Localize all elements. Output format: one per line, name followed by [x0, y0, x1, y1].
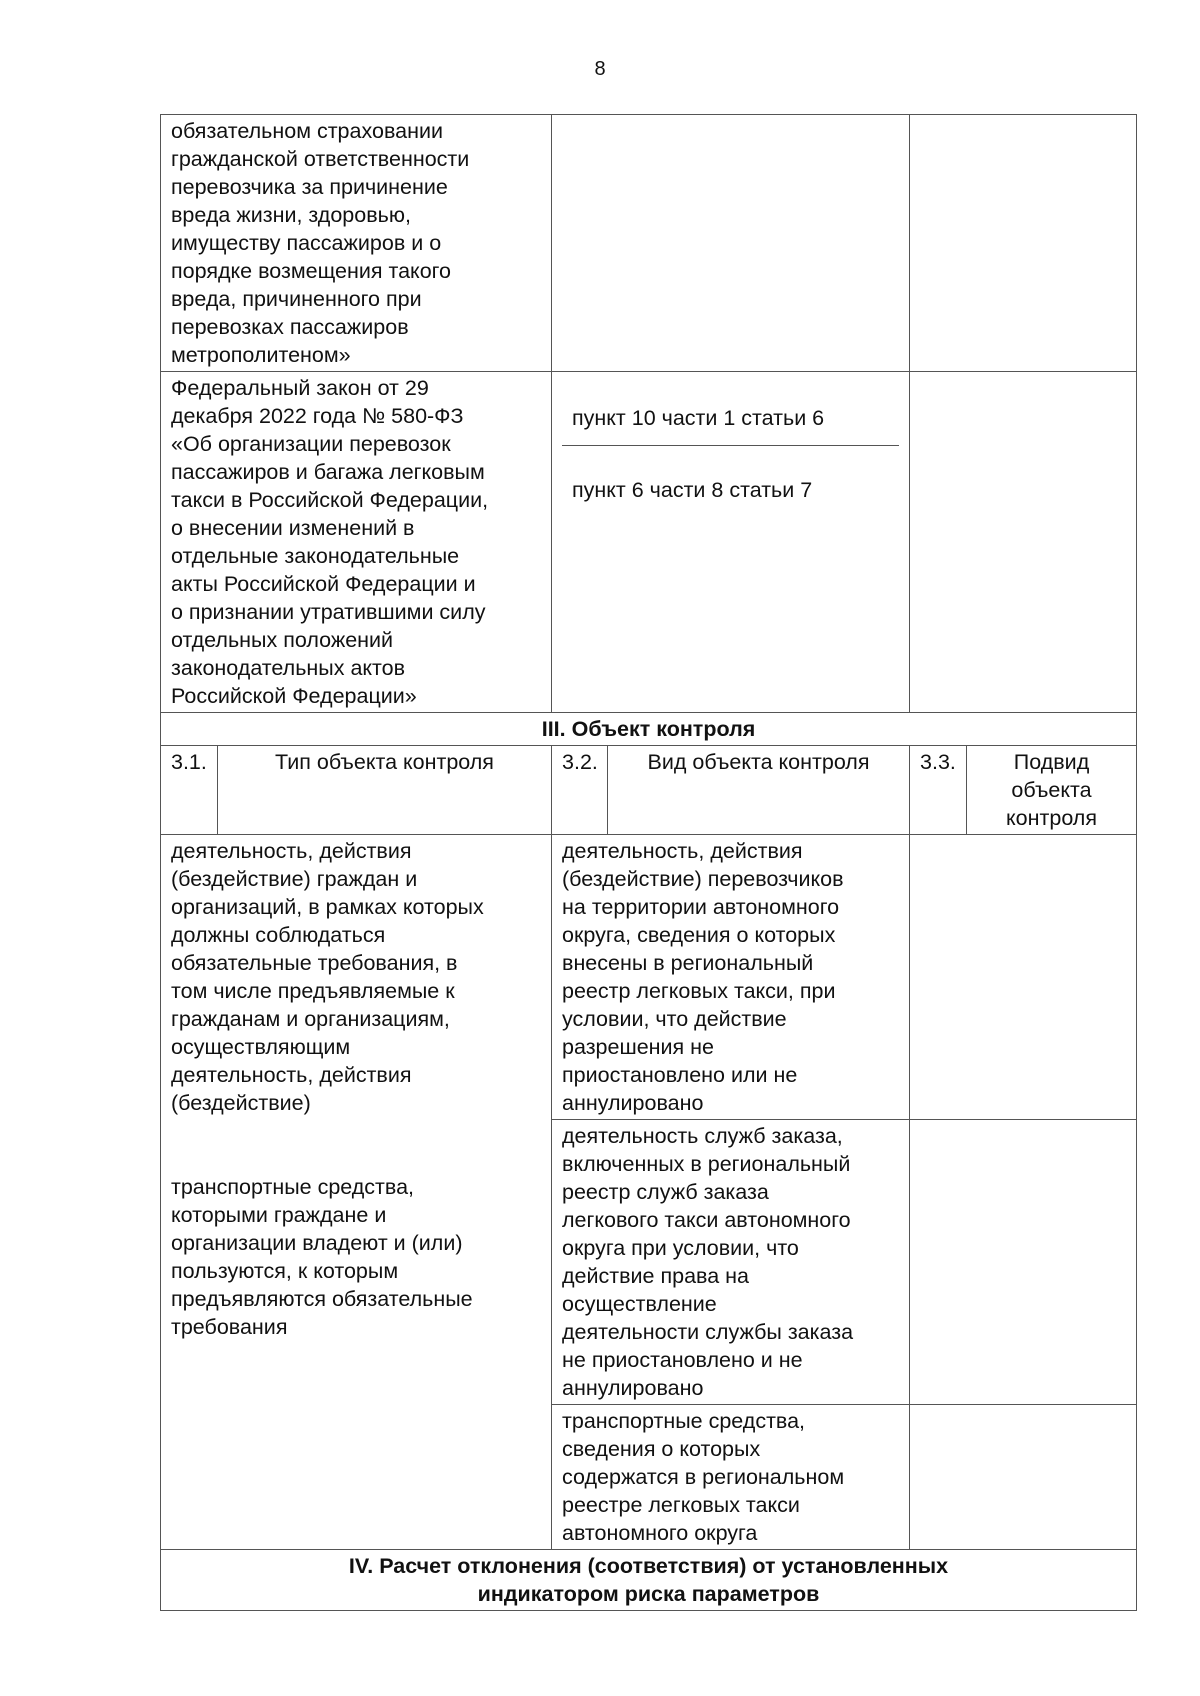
object-type-cell: деятельность, действия (бездействие) граждан и организаций, в рамках которых должны соблюдаться обязательные требования, в том числе предъявляемые к гражданам и организациям, осуществляющим деятельность, действия (бездействие) транспортные средства, которыми граждане и организации владеют и (или) пользуются, к которым предъявляются обязательные требования: [161, 835, 552, 1550]
object-kind-cell: транспортные средства, сведения о которых содержатся в региональном реестре легковых такси автономного округа: [552, 1405, 910, 1550]
object-kind-cell: деятельность служб заказа, включенных в региональный реестр служб заказа легкового такси автономного округа при условии, что действие права на осуществление деятельности службы заказа не приостановлено и не аннулировано: [552, 1120, 910, 1405]
empty-cell: [910, 115, 1137, 372]
object-kind-cell: деятельность, действия (бездействие) перевозчиков на территории автономного округа, сведения о которых внесены в региональный реестр легковых такси, при условии, что действие разрешения не приостановлено или не аннулировано: [552, 835, 910, 1120]
object-subtype-cell: [910, 1405, 1137, 1550]
header-row: [161, 746, 1137, 835]
header-number: 3.3.: [910, 746, 967, 835]
law-cell: Федеральный закон от 29 декабря 2022 года № 580-ФЗ «Об организации перевозок пассажиров и багажа легковым такси в Российской Федерации, о внесении изменений в отдельные законодательные акты Российской Федерации и о признании утратившими силу отдельных положений законодательных актов Российской Федерации»: [161, 372, 552, 713]
section-row: [161, 713, 1137, 746]
header-label: Подвид объекта контроля: [967, 746, 1137, 835]
header-label: Вид объекта контроля: [608, 746, 910, 835]
table-row: [161, 372, 1137, 713]
section-title: IV. Расчет отклонения (соответствия) от установленных индикатором риска параметров: [161, 1550, 1137, 1611]
object-subtype-cell: [910, 1120, 1137, 1405]
article-cell: [552, 372, 910, 713]
article-cell: [552, 115, 910, 372]
section-title: III. Объект контроля: [161, 713, 1137, 746]
header-label: Тип объекта контроля: [218, 746, 552, 835]
article-item: пункт 10 части 1 статьи 6: [562, 402, 899, 446]
header-number: 3.1.: [161, 746, 218, 835]
section-row: [161, 1550, 1137, 1611]
header-number: 3.2.: [552, 746, 608, 835]
empty-cell: [910, 372, 1137, 713]
law-cell: обязательном страховании гражданской ответственности перевозчика за причинение вреда жизни, здоровью, имуществу пассажиров и о порядке возмещения такого вреда, причиненного при перевозках пассажиров метрополитеном»: [161, 115, 552, 372]
table-row: [161, 835, 1137, 1120]
table-row: [161, 115, 1137, 372]
article-item: пункт 6 части 8 статьи 7: [572, 478, 813, 502]
object-subtype-cell: [910, 835, 1137, 1120]
document-table: [160, 114, 1137, 1611]
page-number: 8: [594, 58, 606, 80]
